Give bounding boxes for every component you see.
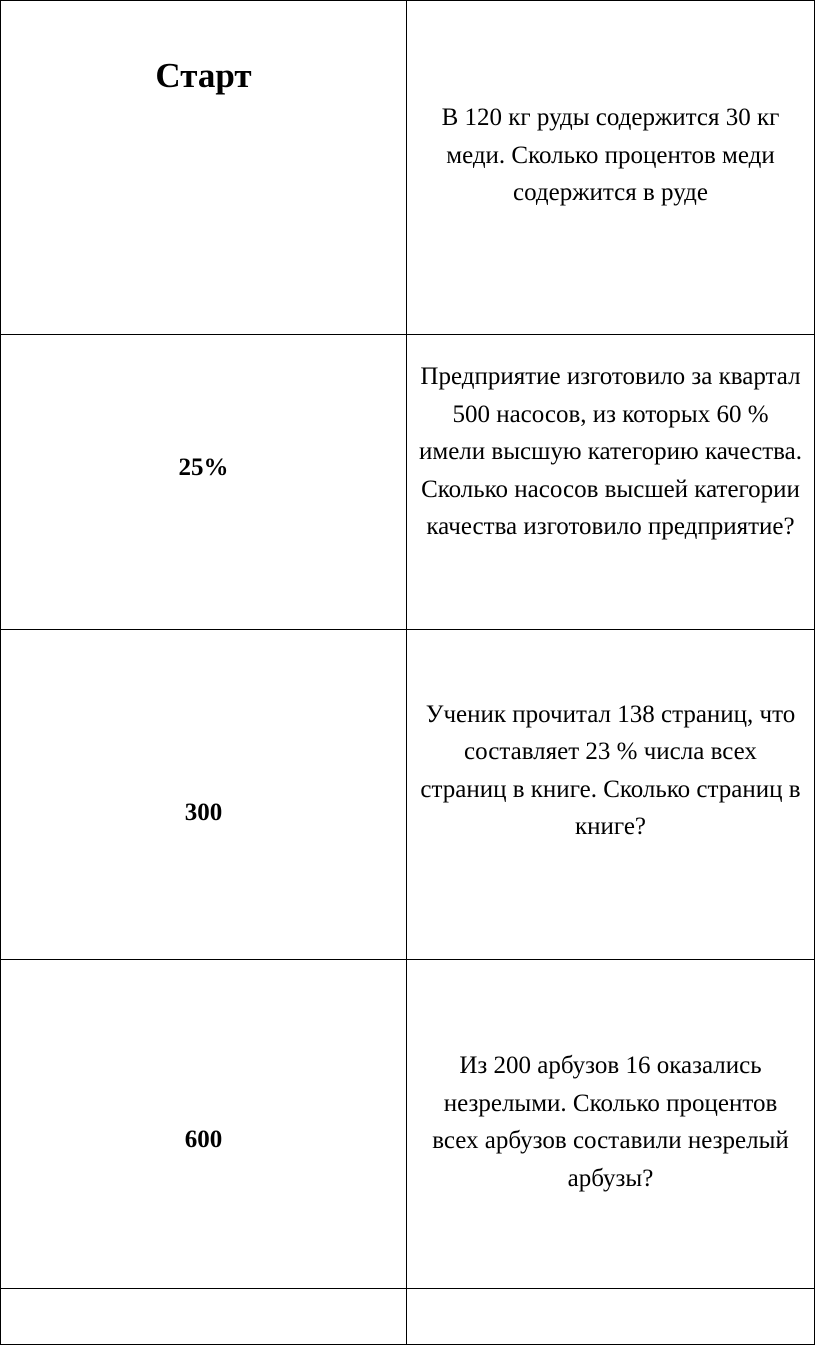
task-text: В 120 кг руды содержится 30 кг меди. Сколько процентов меди содержится в руде bbox=[441, 104, 780, 207]
answer-cell bbox=[1, 1, 407, 335]
task-cell bbox=[407, 630, 815, 960]
answer-value: 300 bbox=[184, 798, 223, 826]
task-text: Предприятие изготовило за квартал 500 насосов, из которых 60 % имели высшую категорию качества. Сколько насосов высшей категории качества изготовило предприятие? bbox=[419, 363, 802, 541]
task-text: Ученик прочитал 138 страниц, что составляет 23 % числа всех страниц в книге. Сколько страниц в книге? bbox=[420, 700, 801, 840]
answer-cell bbox=[1, 335, 407, 630]
answer-value: 600 bbox=[184, 1126, 223, 1153]
answer-value: 25% bbox=[178, 454, 229, 481]
task-cell bbox=[407, 335, 815, 630]
answer-cell bbox=[1, 630, 407, 960]
table-row-empty bbox=[1, 1289, 815, 1345]
task-cell bbox=[407, 960, 815, 1289]
task-text: Из 200 арбузов 16 оказались незрелыми. Сколько процентов всех арбузов составили незрелый арбузы? bbox=[432, 1052, 789, 1192]
table-row bbox=[1, 335, 815, 630]
empty-cell bbox=[407, 1289, 815, 1345]
empty-cell bbox=[1, 1289, 407, 1345]
table-row bbox=[1, 960, 815, 1289]
table-row bbox=[1, 1, 815, 335]
answer-cell bbox=[1, 960, 407, 1289]
task-cell bbox=[407, 1, 815, 335]
start-label: Старт bbox=[155, 55, 252, 95]
table-row bbox=[1, 630, 815, 960]
